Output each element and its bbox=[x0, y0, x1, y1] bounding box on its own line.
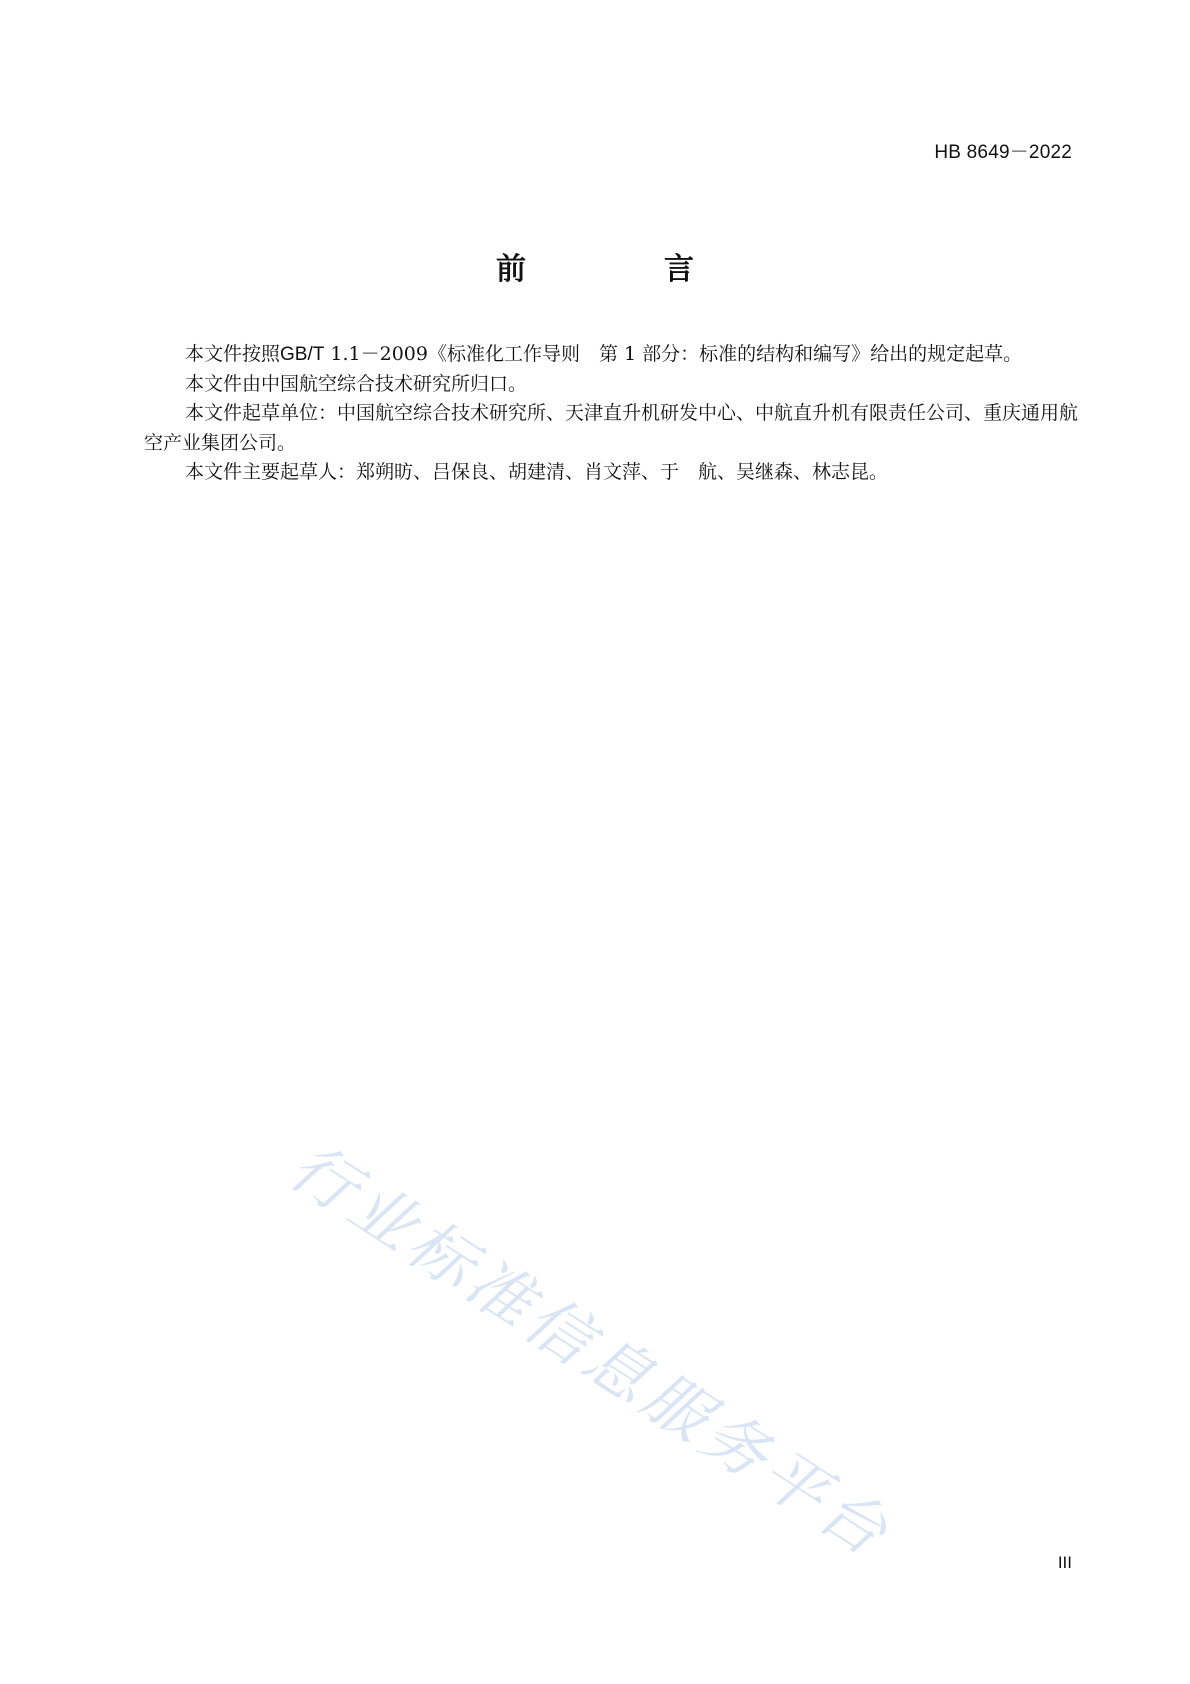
paragraph-drafters: 本文件主要起草人：郑朔昉、吕保良、胡建清、肖文萍、于 航、吴继森、林志昆。 bbox=[185, 461, 889, 483]
standard-number: HB 8649－2022 bbox=[934, 142, 1072, 163]
watermark: 行业标准信息服务平台 bbox=[276, 1130, 904, 1574]
page-title: 前 言 bbox=[496, 252, 748, 287]
standard-code: GB/T bbox=[280, 344, 325, 365]
foreword-body bbox=[144, 340, 1079, 488]
paragraph-text: 1.1－2009《标准化工作导则 第 1 部分：标准的结构和编写》给出的规定起草。 bbox=[324, 343, 1023, 365]
paragraph-drafting-rules bbox=[144, 340, 1079, 370]
paragraph-text: 本文件按照 bbox=[185, 343, 281, 365]
paragraph-centralized-unit: 本文件由中国航空综合技术研究所归口。 bbox=[185, 372, 528, 395]
page-number: III bbox=[1057, 1553, 1072, 1572]
paragraph-drafting-units: 本文件起草单位：中国航空综合技术研究所、天津直升机研发中心、中航直升机有限责任公司、重庆通用航空产业集团公司。 bbox=[144, 402, 1079, 454]
